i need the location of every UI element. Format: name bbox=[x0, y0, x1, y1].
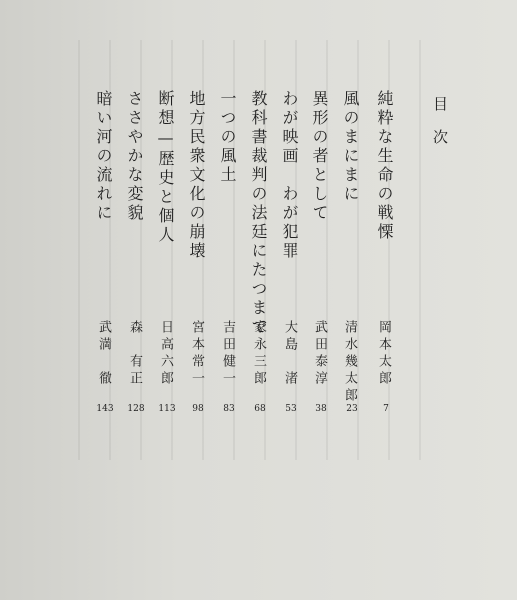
toc-entry-author: 大島 渚 bbox=[282, 320, 297, 388]
toc-entry-title: 断想—歴史と個人 bbox=[156, 90, 175, 245]
toc-entry-title: 地方民衆文化の崩壊 bbox=[187, 90, 206, 261]
toc-entry-title: わが映画 わが犯罪 bbox=[280, 90, 299, 261]
toc-entry-page: 23 bbox=[346, 404, 358, 414]
toc-entry-page: 98 bbox=[192, 404, 204, 414]
toc-entry-page: 128 bbox=[127, 404, 145, 414]
toc-entry-author: 清水幾太郎 bbox=[342, 320, 357, 405]
toc-entry-author: 岡本太郎 bbox=[376, 320, 391, 388]
toc-entry-title: 教科書裁判の法廷にたつまで bbox=[249, 90, 268, 337]
toc-entry-author: 武満 徹 bbox=[96, 320, 111, 388]
toc-entry-page: 38 bbox=[315, 404, 327, 414]
toc-entry-title: 暗い河の流れに bbox=[94, 90, 113, 223]
toc-entry-page: 7 bbox=[383, 404, 389, 414]
toc-entry-title: ささやかな変貌 bbox=[125, 90, 144, 223]
toc-entry-page: 68 bbox=[254, 404, 266, 414]
toc-entry-page: 53 bbox=[285, 404, 297, 414]
toc-entry-author: 日高六郎 bbox=[158, 320, 173, 388]
toc-entry-title: 一つの風土 bbox=[218, 90, 237, 185]
toc-heading: 目次 bbox=[431, 96, 449, 162]
toc-entry-page: 113 bbox=[158, 404, 176, 414]
toc-entry-author: 宮本常一 bbox=[189, 320, 204, 388]
toc-entry-author: 武田泰淳 bbox=[312, 320, 327, 388]
toc-entry-author: 吉田健一 bbox=[220, 320, 235, 388]
toc-entry-title: 異形の者として bbox=[310, 90, 329, 223]
toc-entry-author: 家永三郎 bbox=[251, 320, 266, 388]
toc-entry-title: 純粋な生命の戦慄 bbox=[375, 90, 394, 242]
toc-entry-title: 風のまにまに bbox=[341, 90, 360, 204]
toc-entry-page: 83 bbox=[223, 404, 235, 414]
toc-entry-author: 森 有正 bbox=[127, 320, 142, 388]
toc-entry-page: 143 bbox=[96, 404, 114, 414]
